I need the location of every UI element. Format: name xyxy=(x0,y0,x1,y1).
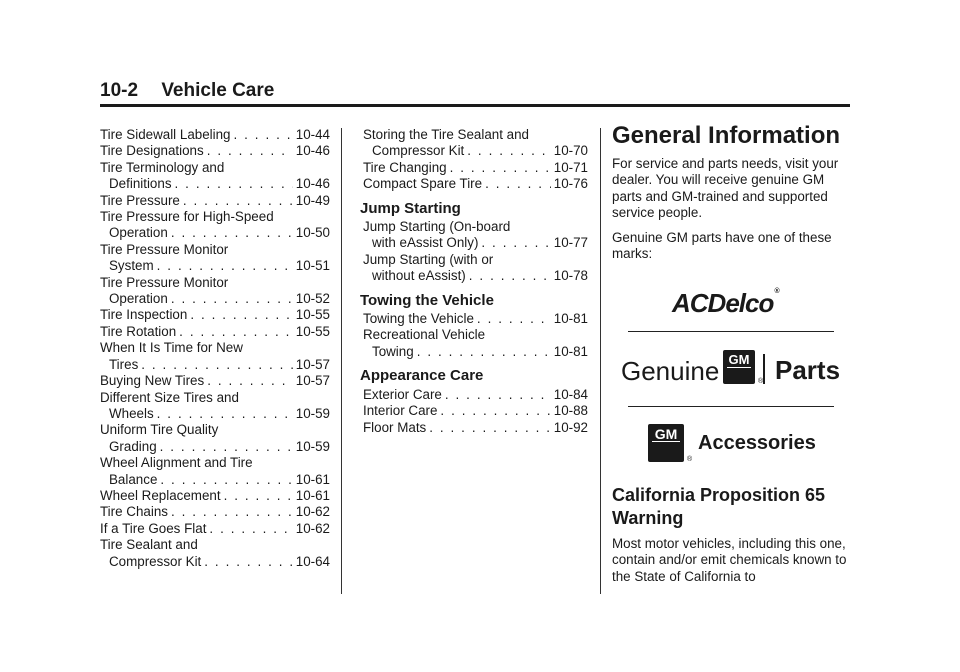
toc-entry[interactable] xyxy=(100,488,330,504)
toc-entry-row xyxy=(360,268,588,284)
toc-entry-title: Tire Sidewall Labeling xyxy=(100,127,231,142)
toc-entry-title-cont: Operation xyxy=(109,291,168,307)
toc-entry[interactable] xyxy=(100,324,330,340)
toc-column-1 xyxy=(100,127,330,570)
leader-dots xyxy=(171,504,293,520)
leader-dots xyxy=(171,225,293,241)
toc-entry-title: Uniform Tire Quality xyxy=(100,422,219,438)
toc-entry-row xyxy=(100,127,330,143)
toc-entry-title-cont: Operation xyxy=(109,225,168,241)
toc-entry[interactable] xyxy=(100,242,330,275)
toc-entry-row xyxy=(100,439,330,455)
toc-entry-title: Wheel Alignment and Tire xyxy=(100,455,253,471)
general-info-heading: General Information xyxy=(612,122,841,149)
toc-entry-title: When It Is Time for New xyxy=(100,340,243,356)
toc-entry-row xyxy=(100,324,330,340)
toc-entry[interactable] xyxy=(100,373,330,389)
page-number: 10-2 xyxy=(100,80,139,101)
leader-dots xyxy=(157,406,293,422)
toc-entry-title: Compact Spare Tire xyxy=(363,176,483,192)
leader-dots xyxy=(445,387,551,403)
toc-entry-row xyxy=(100,373,330,389)
accessories-logo-text: Accessories xyxy=(698,432,816,454)
toc-entry-row xyxy=(100,307,330,323)
toc-entry[interactable] xyxy=(360,420,588,436)
toc-entry[interactable] xyxy=(100,209,330,242)
toc-entry-title: Exterior Care xyxy=(363,386,442,402)
prop65-heading-line2: Warning xyxy=(612,508,684,528)
toc-entry-title-cont: with eAssist Only) xyxy=(372,235,479,251)
toc-entry[interactable] xyxy=(100,307,330,323)
toc-entry-page: 10-92 xyxy=(553,419,588,435)
leader-dots xyxy=(175,176,293,192)
toc-entry[interactable] xyxy=(100,275,330,308)
toc-entry-row xyxy=(360,143,588,159)
acdelco-logo-text: ACDelco xyxy=(672,288,774,318)
leader-dots xyxy=(477,311,551,327)
toc-entry[interactable] xyxy=(100,504,330,520)
leader-dots xyxy=(160,439,293,455)
toc-entry-page: 10-77 xyxy=(553,235,588,251)
toc-entry-row xyxy=(100,193,330,209)
toc-entry[interactable] xyxy=(100,537,330,570)
toc-entry-title-cont: Tires xyxy=(109,356,139,372)
prop65-paragraph: Most motor vehicles, including this one, contain and/or emit chemicals known to the State of California to xyxy=(612,536,847,584)
general-info-paragraph: For service and parts needs, visit your dealer. You will receive genuine GM parts and GM-trained and supported service people. xyxy=(612,156,839,221)
toc-entry-title-cont: Wheels xyxy=(109,405,154,421)
toc-entry-title: Tire Chains xyxy=(100,504,168,520)
toc-entry-page: 10-78 xyxy=(553,268,588,284)
toc-entry-row xyxy=(360,235,588,251)
toc-entry[interactable] xyxy=(360,160,588,176)
toc-entry-row xyxy=(360,387,588,403)
section-heading: Towing the Vehicle xyxy=(360,291,494,309)
toc-entry-title: If a Tire Goes Flat xyxy=(100,520,207,536)
prop65-heading xyxy=(612,484,847,530)
toc-entry-page: 10-81 xyxy=(553,343,588,359)
toc-entry-page: 10-76 xyxy=(553,176,588,192)
toc-entry[interactable] xyxy=(100,422,330,455)
toc-entry-title-cont: Definitions xyxy=(109,176,172,192)
leader-dots xyxy=(234,127,293,143)
leader-dots xyxy=(429,420,551,436)
toc-entry-page: 10-61 xyxy=(295,487,330,503)
column-divider xyxy=(341,128,342,594)
toc-entry-row xyxy=(100,143,330,159)
toc-entry-title-cont: Grading xyxy=(109,438,157,454)
gm-badge-icon xyxy=(723,350,755,384)
leader-dots xyxy=(224,488,293,504)
toc-entry[interactable] xyxy=(100,160,330,193)
toc-entry-row xyxy=(360,420,588,436)
toc-entry-page: 10-55 xyxy=(295,323,330,339)
toc-entry-row xyxy=(100,521,330,537)
toc-entry-page: 10-84 xyxy=(553,386,588,402)
toc-entry-row xyxy=(100,225,330,241)
leader-dots xyxy=(183,193,293,209)
toc-entry-page: 10-59 xyxy=(295,438,330,454)
toc-entry-title: Wheel Replacement xyxy=(100,487,221,503)
page-header xyxy=(100,80,850,107)
toc-entry-page: 10-50 xyxy=(295,225,330,241)
toc-entry-title: Tire Sealant and xyxy=(100,537,198,553)
toc-column-2 xyxy=(360,127,588,436)
genuine-logo-text: Genuine xyxy=(621,356,720,386)
chapter-title: Vehicle Care xyxy=(161,80,275,101)
toc-entry-title-cont: without eAssist) xyxy=(372,268,466,284)
leader-dots xyxy=(469,268,551,284)
leader-dots xyxy=(450,160,551,176)
toc-entry[interactable] xyxy=(100,455,330,488)
toc-entry-row xyxy=(100,406,330,422)
toc-entry-row xyxy=(100,504,330,520)
toc-entry[interactable] xyxy=(360,327,588,360)
toc-entry-page: 10-49 xyxy=(295,192,330,208)
toc-entry-title: Jump Starting (On-board xyxy=(363,219,511,235)
toc-entry-page: 10-57 xyxy=(295,356,330,372)
section-heading: Jump Starting xyxy=(360,199,461,217)
toc-entry-row xyxy=(360,311,588,327)
toc-entry-row xyxy=(360,403,588,419)
toc-entry-row xyxy=(360,344,588,360)
toc-entry[interactable] xyxy=(100,340,330,373)
toc-entry-page: 10-62 xyxy=(295,520,330,536)
gm-badge-text: GM xyxy=(652,427,680,442)
registered-mark: ® xyxy=(687,456,693,463)
toc-entry-title-cont: System xyxy=(109,258,154,274)
toc-entry-title: Tire Pressure for High-Speed xyxy=(100,209,274,225)
leader-dots xyxy=(204,554,292,570)
section-heading: Appearance Care xyxy=(360,367,484,385)
logo-divider xyxy=(628,331,834,332)
toc-entry-page: 10-57 xyxy=(295,373,330,389)
toc-entry-page: 10-61 xyxy=(295,471,330,487)
toc-entry[interactable] xyxy=(100,127,330,143)
toc-entry[interactable] xyxy=(100,193,330,209)
toc-entry[interactable] xyxy=(360,127,588,160)
toc-entry-title-cont: Balance xyxy=(109,471,158,487)
toc-entry-page: 10-55 xyxy=(295,307,330,323)
toc-entry-title: Tire Inspection xyxy=(100,307,188,323)
prop65-section xyxy=(612,484,847,593)
toc-entry[interactable] xyxy=(360,403,588,419)
toc-entry-page: 10-52 xyxy=(295,291,330,307)
toc-entry-title: Tire Pressure Monitor xyxy=(100,274,229,290)
acdelco-logo xyxy=(620,286,842,322)
registered-mark: ® xyxy=(774,288,779,295)
toc-entry-title: Towing the Vehicle xyxy=(363,311,474,327)
toc-entry-title: Interior Care xyxy=(363,403,438,419)
toc-entry-title-cont: Compressor Kit xyxy=(372,143,465,159)
toc-entry-page: 10-88 xyxy=(553,403,588,419)
toc-entry-page: 10-51 xyxy=(295,258,330,274)
toc-entry-title-cont: Compressor Kit xyxy=(109,553,202,569)
toc-entry-title: Tire Designations xyxy=(100,143,204,159)
toc-entry[interactable] xyxy=(100,143,330,159)
toc-entry-title: Floor Mats xyxy=(363,419,427,435)
logo-separator-bar xyxy=(763,354,765,384)
toc-entry-row xyxy=(360,160,588,176)
toc-entry[interactable] xyxy=(100,521,330,537)
toc-entry-row xyxy=(100,472,330,488)
toc-entry-row xyxy=(100,488,330,504)
gm-accessories-logo xyxy=(620,422,842,464)
toc-entry[interactable] xyxy=(360,311,588,327)
gm-badge-text: GM xyxy=(728,352,750,367)
toc-entry-page: 10-62 xyxy=(295,504,330,520)
toc-entry-page: 10-59 xyxy=(295,405,330,421)
toc-entry-page: 10-81 xyxy=(553,311,588,327)
toc-entry-row xyxy=(360,176,588,192)
toc-entry-row xyxy=(100,554,330,570)
toc-entry[interactable] xyxy=(360,252,588,285)
toc-entry-title: Different Size Tires and xyxy=(100,389,239,405)
leader-dots xyxy=(179,324,293,340)
toc-entry-title: Tire Rotation xyxy=(100,323,177,339)
toc-entry-title: Tire Changing xyxy=(363,159,447,175)
toc-entry-page: 10-71 xyxy=(553,159,588,175)
toc-entry-title: Tire Terminology and xyxy=(100,159,225,175)
toc-entry-title: Recreational Vehicle xyxy=(363,327,486,343)
toc-entry-title: Buying New Tires xyxy=(100,373,205,389)
leader-dots xyxy=(171,291,293,307)
toc-entry-title: Jump Starting (with or xyxy=(363,251,494,267)
toc-entry-title: Storing the Tire Sealant and xyxy=(363,127,530,142)
parts-logo-text: Parts xyxy=(775,355,841,385)
leader-dots xyxy=(160,472,292,488)
toc-entry-row xyxy=(100,176,330,192)
leader-dots xyxy=(209,521,292,537)
genuine-gm-parts-logo xyxy=(620,350,842,390)
leader-dots xyxy=(440,403,550,419)
gm-badge-icon xyxy=(648,424,684,462)
leader-dots xyxy=(481,235,550,251)
registered-mark: ® xyxy=(758,378,764,385)
toc-entry[interactable] xyxy=(100,390,330,423)
leader-dots xyxy=(207,143,293,159)
leader-dots xyxy=(190,307,292,323)
leader-dots xyxy=(485,176,551,192)
prop65-heading-line1: California Proposition 65 xyxy=(612,485,826,505)
leader-dots xyxy=(141,357,292,373)
column-divider xyxy=(600,128,601,594)
toc-entry[interactable] xyxy=(360,219,588,252)
toc-entry[interactable] xyxy=(360,387,588,403)
toc-entry-row xyxy=(100,291,330,307)
toc-entry-title: Tire Pressure xyxy=(100,192,180,208)
toc-entry-page: 10-44 xyxy=(295,127,330,142)
toc-entry-page: 10-70 xyxy=(553,143,588,159)
leader-dots xyxy=(157,258,293,274)
toc-entry-row xyxy=(100,357,330,373)
leader-dots xyxy=(467,143,550,159)
toc-entry-page: 10-64 xyxy=(295,553,330,569)
toc-entry-row xyxy=(100,258,330,274)
toc-entry-title-cont: Towing xyxy=(372,343,414,359)
toc-entry-page: 10-46 xyxy=(295,176,330,192)
toc-entry-page: 10-46 xyxy=(295,143,330,159)
leader-dots xyxy=(417,344,551,360)
leader-dots xyxy=(207,373,293,389)
toc-entry[interactable] xyxy=(360,176,588,192)
marks-paragraph: Genuine GM parts have one of these marks: xyxy=(612,229,832,262)
toc-entry-title: Tire Pressure Monitor xyxy=(100,241,229,257)
logo-divider xyxy=(628,406,834,407)
general-info-column xyxy=(612,122,847,270)
